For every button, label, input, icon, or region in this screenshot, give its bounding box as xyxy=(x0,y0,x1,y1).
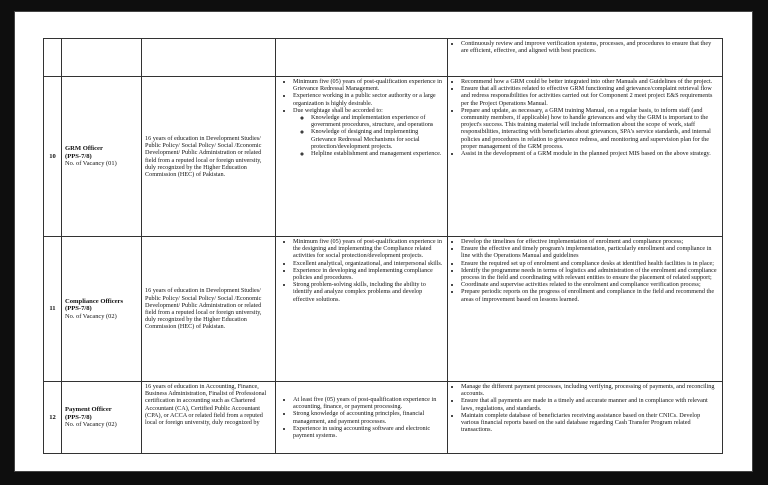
experience-subitem: ◦ Knowledge and implementation experience of government procedures, structure, and operations xyxy=(311,114,444,128)
responsibility-item: • Assist in the development of a GRM module in the planned project MIS based on the above strategy. xyxy=(461,150,719,157)
responsibility-item: • Ensure the effective and timely program's implementation, particularly enrollment and compliance in line with the Operations Manual and guidelines xyxy=(461,245,719,259)
responsibility-item: • Ensure that all payments are made in a timely and accurate manner and in compliance with relevant laws, regulations, and standards. xyxy=(461,397,719,411)
responsibilities-cell xyxy=(448,39,723,77)
education-cell: 16 years of education in Development Studies/ Public Policy/ Social Policy/ Social /Economic Development/ Public Administration or related field from a reputed local or foreign university, duly recognized by the Higher Education Commission (HEC) of Pakistan. xyxy=(142,237,276,382)
row-number: 10 xyxy=(44,77,62,237)
experience-item: • Experience in using accounting software and electronic payment systems. xyxy=(293,425,444,439)
job-table xyxy=(43,38,723,454)
experience-subitem: ◦ Knowledge of designing and implementing Grievance Redressal Mechanisms for social protection/development projects. xyxy=(311,128,444,150)
responsibility-item: • Prepare and update, as necessary, a GRM training Manual, on a regular basis, to inform staff (and community members, if applicable) how to handle grievances and why the GRM is important to the project's success. This training material will include information about the scope of work, staff responsibilities, interacting with beneficiaries about grievances, SPA's service standards, and internal policies and procedures in relation to grievance redress, and monitoring and supervision plan for the proper management of the GRM process. xyxy=(461,107,719,150)
experience-item: • Excellent analytical, organizational, and interpersonal skills. xyxy=(293,260,444,267)
post-cell xyxy=(62,237,142,382)
experience-item: • Due weightage shall be accorded to: xyxy=(293,107,444,114)
responsibility-item: • Coordinate and supervise activities related to the enrolment and compliance verification process; xyxy=(461,281,719,288)
table-row xyxy=(44,39,723,77)
responsibility-item: • Identify the programme needs in terms of logistics and administration of the enrolment and compliance process in the field and coordinating with relevant entities to ensure the placement of related support; xyxy=(461,267,719,281)
experience-item: • Experience working in a public sector authority or a large organization is highly desirable. xyxy=(293,92,444,106)
post-grade: (PPS-7/8) xyxy=(65,413,92,421)
table-row xyxy=(44,77,723,237)
post-grade: (PPS-7/8) xyxy=(65,305,92,313)
post-cell xyxy=(62,77,142,237)
experience-item: • Minimum five (05) years of post-qualification experience in Grievance Redressal Management. xyxy=(293,78,444,92)
post-grade: (PPS-7/8) xyxy=(65,152,92,160)
responsibility-item: • Develop the timelines for effective implementation of enrolment and compliance process; xyxy=(461,238,719,245)
experience-item: • At least five (05) years of post-qualification experience in accounting, finance, or payment processing. xyxy=(293,396,444,410)
experience-item: • Strong problem-solving skills, including the ability to identify and analyze complex problems and develop effective solutions. xyxy=(293,281,444,303)
responsibilities-cell xyxy=(448,237,723,382)
experience-cell xyxy=(276,237,448,382)
vacancy-count: No. of Vacancy (02) xyxy=(65,421,117,429)
vacancy-count: No. of Vacancy (01) xyxy=(65,160,117,168)
responsibilities-cell xyxy=(448,77,723,237)
responsibility-item: • Maintain complete database of beneficiaries receiving assistance based on their CNICs. Develop various financial reports based on the said database regarding Cash Transfer Program related transactions. xyxy=(461,412,719,434)
experience-cell xyxy=(276,382,448,454)
responsibility-item: • Prepare periodic reports on the progress of enrollment and compliance in the field and recommend the areas of improvement based on lessons learned. xyxy=(461,288,719,302)
post-cell xyxy=(62,382,142,454)
experience-item: • Strong knowledge of accounting principles, financial management, and payment processes. xyxy=(293,410,444,424)
experience-subitem: ◦ Helpline establishment and management experience. xyxy=(311,150,444,157)
row-number: 12 xyxy=(44,382,62,454)
table-row xyxy=(44,382,723,454)
education-cell xyxy=(142,39,276,77)
table-row xyxy=(44,237,723,382)
experience-item: • Experience in developing and implementing compliance policies and procedures. xyxy=(293,267,444,281)
post-title: Payment Officer xyxy=(65,406,112,414)
education-cell: 16 years of education in Accounting, Finance, Business Administration, Finalist of Professional certification in accounting such as Chartered Accountant (CA), Certified Public Accountant (CPA), or ACCA or related field from a reputed local or foreign university, duly recognized by xyxy=(142,382,276,454)
experience-cell xyxy=(276,39,448,77)
education-cell: 16 years of education in Development Studies/ Public Policy/ Social Policy/ Social /Economic Development/ Public Administration or related field from a reputed local or foreign university, duly recognized by the Higher Education Commission (HEC) of Pakistan. xyxy=(142,77,276,237)
responsibility-item: • Ensure the required set up of enrolment and compliance desks at identified health facilities is in place; xyxy=(461,260,719,267)
responsibility-item: • Continuously review and improve verification systems, processes, and procedures to ensure that they are efficient, effective, and aligned with best practices. xyxy=(461,40,719,54)
responsibility-item: • Manage the different payment processes, including verifying, processing of payments, and reconciling accounts. xyxy=(461,383,719,397)
document-page xyxy=(17,14,750,469)
post-title: Compliance Officers xyxy=(65,297,124,305)
vacancy-count: No. of Vacancy (02) xyxy=(65,312,117,320)
experience-item: • Minimum five (05) years of post-qualification experience in the designing and implementing the Compliance related activities for social protection/development projects. xyxy=(293,238,444,260)
responsibility-item: • Ensure that all activities related to effective GRM functioning and grievance/complaint retrieval flow and redress responsibilities for activities carried out for Component 2 meet project E&S requirements per the Project Operations Manual. xyxy=(461,85,719,107)
experience-cell xyxy=(276,77,448,237)
responsibilities-cell xyxy=(448,382,723,454)
row-number: 11 xyxy=(44,237,62,382)
row-number xyxy=(44,39,62,77)
responsibility-item: • Recommend how a GRM could be better integrated into other Manuals and Guidelines of the project. xyxy=(461,78,719,85)
post-cell xyxy=(62,39,142,77)
post-title: GRM Officer xyxy=(65,145,103,153)
